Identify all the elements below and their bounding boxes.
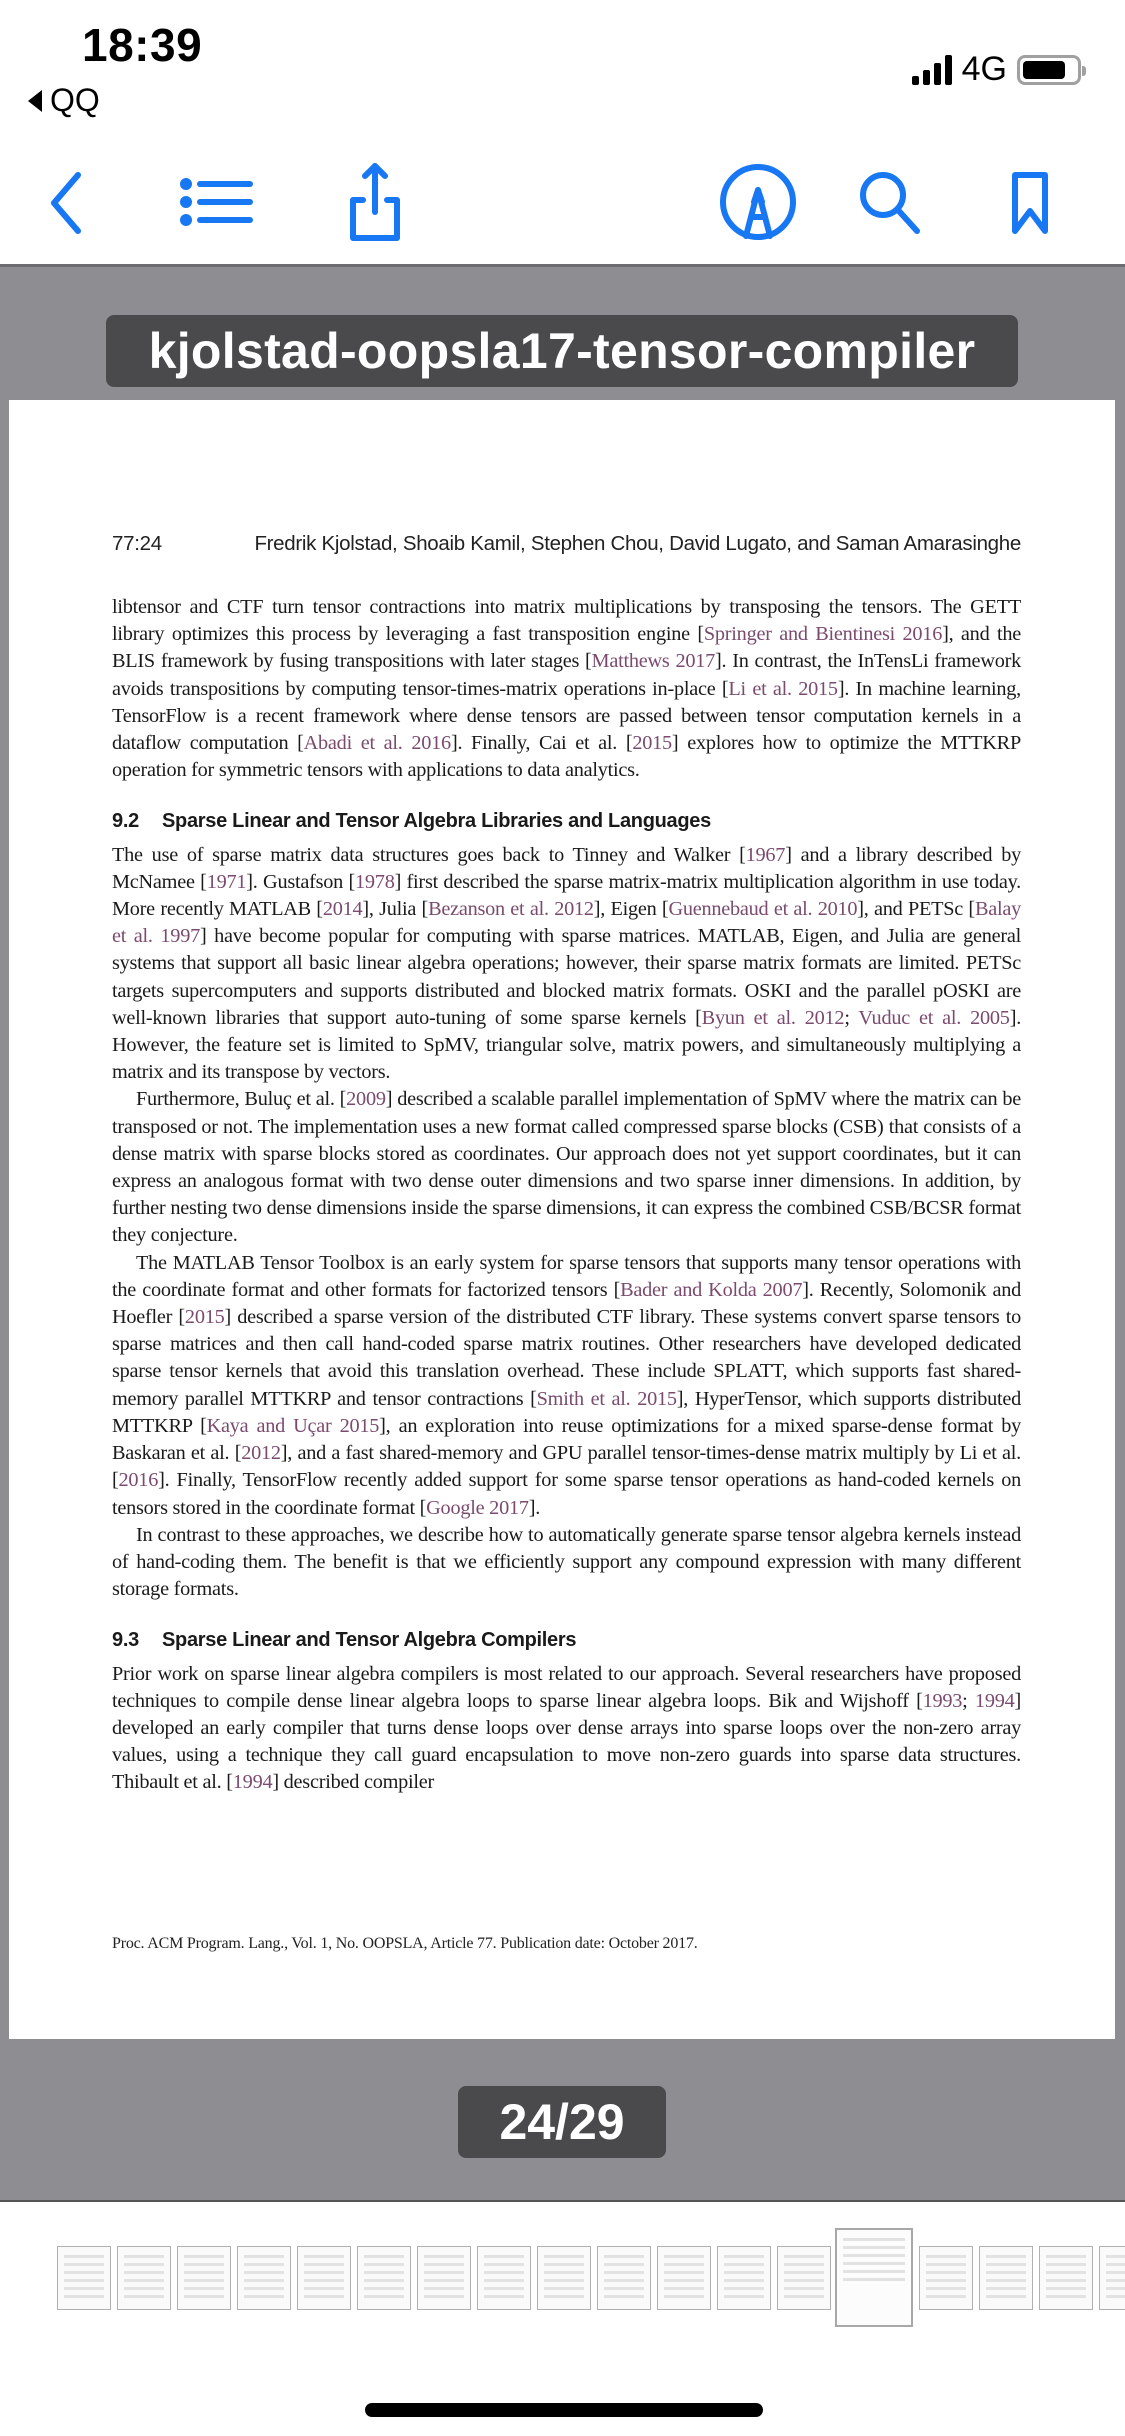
citation-link[interactable]: 1994 bbox=[974, 1689, 1015, 1712]
page-thumbnail[interactable] bbox=[177, 2246, 231, 2310]
citation-link[interactable]: Google 2017 bbox=[426, 1496, 529, 1519]
document-title: kjolstad-oopsla17-tensor-compiler bbox=[106, 315, 1018, 387]
battery-icon bbox=[1017, 55, 1081, 85]
citation-link[interactable]: 1967 bbox=[745, 843, 786, 866]
status-time: 18:39 bbox=[82, 19, 203, 71]
citation-link[interactable]: Li et al. 2015 bbox=[728, 677, 838, 700]
contents-button[interactable] bbox=[178, 162, 258, 242]
section-heading-9-3: 9.3 Sparse Linear and Tensor Algebra Compilers bbox=[112, 1629, 577, 1652]
page-thumbnail-current[interactable] bbox=[835, 2228, 913, 2327]
paragraph: libtensor and CTF turn tensor contractions into matrix multiplications by transposing the tensors. The GETT library optimizes this process by leveraging a fast transposition engine [Springer and Bientinesi 2016], and the BLIS framework by fusing transpositions with later stages [Matthews 2017]. In contrast, the InTensLi framework avoids transpositions by computing tensor-times-matrix operations in-place [Li et al. 2015]. In machine learning, TensorFlow is a recent framework where dense tensors are passed between tensor computation kernels in a dataflow computation [Abadi et al. 2016]. Finally, Cai et al. [2015] explores how to optimize the MTTKRP operation for symmetric tensors with applications to data analytics. bbox=[112, 596, 1021, 782]
page-thumbnail[interactable] bbox=[297, 2246, 351, 2310]
battery-level-fill bbox=[1023, 61, 1065, 79]
citation-link[interactable]: Byun et al. 2012 bbox=[701, 1006, 845, 1029]
document-viewer[interactable] bbox=[0, 264, 1125, 2200]
citation-link[interactable]: Balay et al. 1997 bbox=[112, 898, 1021, 948]
status-indicators bbox=[912, 50, 1081, 89]
page-label: 77:24 bbox=[112, 532, 162, 555]
back-triangle-icon bbox=[28, 90, 42, 112]
citation-link[interactable]: Matthews 2017 bbox=[591, 650, 716, 673]
citation-link[interactable]: 2015 bbox=[632, 732, 672, 755]
page-thumbnail[interactable] bbox=[57, 2246, 111, 2310]
page-thumbnail[interactable] bbox=[597, 2246, 651, 2310]
page-thumbnail[interactable] bbox=[1099, 2246, 1125, 2310]
citation-link[interactable]: Vuduc et al. 2005 bbox=[858, 1006, 1010, 1029]
page-counter: 24/29 bbox=[458, 2086, 666, 2158]
citation-link[interactable]: 1978 bbox=[355, 870, 395, 893]
citation-link[interactable]: Bader and Kolda 2007 bbox=[620, 1278, 803, 1301]
page-thumbnail[interactable] bbox=[919, 2246, 973, 2310]
back-app-label: QQ bbox=[50, 82, 100, 118]
paragraph: The use of sparse matrix data structures goes back to Tinney and Walker [1967] and a library described by McNamee [1971]. Gustafson [1978] first described the sparse matrix-matrix multiplication algorithm in use today. More recently MATLAB [2014], Julia [Bezanson et al. 2012], Eigen [Guennebaud et al. 2010], and PETSc [Balay et al. 1997] have become popular for computing with sparse matrices. MATLAB, Eigen, and Julia are general systems that support all basic linear algebra operations; however, their sparse matrix formats are limited. PETSc targets supercomputers and supports distributed and blocked matrix formats. OSKI and the parallel pOSKI are well-known libraries that support auto-tuning of some sparse kernels [Byun et al. 2012; Vuduc et al. 2005]. However, the feature set is limited to SpMV, triangular solve, matrix powers, and simultaneously multiplying a matrix and its transpose by vectors. bbox=[112, 843, 1022, 1084]
paragraph: Furthermore, Buluç et al. [2009] described a scalable parallel implementation of SpMV where the matrix can be transposed or not. The implementation uses a new format called compressed sparse blocks (CSB) that consists of a dense matrix with sparse blocks stored as coordinates. Our approach does not yet support coordinates, but it can express an analogous format with two dense outer dimensions and two sparse inner dimensions. In addition, by further nesting two dense dimensions inside the sparse dimensions, it can express the combined CSB/BCSR format they conjecture. bbox=[112, 1088, 1021, 1247]
citation-link[interactable]: Kaya and Uçar 2015 bbox=[206, 1414, 380, 1437]
share-icon bbox=[345, 160, 405, 244]
search-icon bbox=[855, 167, 925, 237]
page-thumbnail[interactable] bbox=[357, 2246, 411, 2310]
page-thumbnail[interactable] bbox=[537, 2246, 591, 2310]
markup-button[interactable] bbox=[718, 162, 798, 242]
citation-link[interactable]: 1993 bbox=[922, 1689, 963, 1712]
running-head bbox=[112, 532, 1021, 556]
citation-link[interactable]: 2016 bbox=[118, 1469, 159, 1492]
list-icon bbox=[178, 172, 258, 232]
section-heading-9-2: 9.2 Sparse Linear and Tensor Algebra Libraries and Languages bbox=[112, 810, 711, 833]
markup-pen-icon bbox=[718, 162, 798, 242]
page-thumbnail[interactable] bbox=[657, 2246, 711, 2310]
citation-link[interactable]: Abadi et al. 2016 bbox=[303, 732, 451, 755]
citation-link[interactable]: 2014 bbox=[322, 898, 363, 921]
citation-link[interactable]: 2009 bbox=[346, 1088, 386, 1111]
page-thumbnail[interactable] bbox=[777, 2246, 831, 2310]
search-button[interactable] bbox=[850, 162, 930, 242]
network-type: 4G bbox=[961, 50, 1007, 88]
back-button[interactable] bbox=[28, 162, 108, 242]
authors: Fredrik Kjolstad, Shoaib Kamil, Stephen Chou, David Lugato, and Saman Amarasinghe bbox=[254, 532, 1021, 555]
home-indicator[interactable] bbox=[365, 2403, 763, 2417]
page-thumbnail[interactable] bbox=[237, 2246, 291, 2310]
citation-link[interactable]: Guennebaud et al. 2010 bbox=[668, 898, 858, 921]
page-thumbnail[interactable] bbox=[117, 2246, 171, 2310]
paragraph: The MATLAB Tensor Toolbox is an early system for sparse tensors that supports many tensor operations with the coordinate format and other formats for factorized tensors [Bader and Kolda 2007]. Recently, Solomonik and Hoefler [2015] described a sparse version of the distributed CTF library. These systems convert sparse tensors to sparse matrices and then call hand-coded sparse matrix routines. Other researchers have developed dedicated sparse tensor kernels that avoid this translation overhead. These include SPLATT, which supports fast shared-memory parallel MTTKRP and tensor contractions [Smith et al. 2015], HyperTensor, which supports distributed MTTKRP [Kaya and Uçar 2015], an exploration into reuse optimizations for a mixed sparse-dense format by Baskaran et al. [2012], and a fast shared-memory and GPU parallel tensor-times-dense matrix multiply by Li et al. [2016]. Finally, TensorFlow recently added support for some sparse tensor operations as hand-coded kernels on tensors stored in the coordinate format [Google 2017]. bbox=[112, 1251, 1022, 1519]
chevron-left-icon bbox=[38, 167, 98, 237]
reader-toolbar bbox=[0, 150, 1125, 264]
page-thumbnail[interactable] bbox=[979, 2246, 1033, 2310]
paragraph: In contrast to these approaches, we describe how to automatically generate sparse tensor algebra kernels instead of hand-coding them. The benefit is that we efficiently support any compound expression with many different storage formats. bbox=[112, 1523, 1021, 1601]
page-thumbnail[interactable] bbox=[417, 2246, 471, 2310]
citation-link[interactable]: 1994 bbox=[232, 1771, 273, 1794]
citation-link[interactable]: 2015 bbox=[184, 1306, 225, 1329]
page-thumbnail[interactable] bbox=[477, 2246, 531, 2310]
citation-link[interactable]: 1971 bbox=[206, 870, 247, 893]
citation-link[interactable]: Smith et al. 2015 bbox=[536, 1387, 677, 1410]
signal-icon bbox=[912, 55, 952, 85]
bookmark-button[interactable] bbox=[990, 162, 1070, 242]
share-button[interactable] bbox=[335, 162, 415, 242]
back-to-app-link[interactable] bbox=[28, 82, 100, 119]
citation-link[interactable]: Springer and Bientinesi 2016 bbox=[703, 623, 943, 646]
page-body bbox=[112, 594, 1021, 1797]
citation-link[interactable]: 2012 bbox=[241, 1442, 281, 1465]
thumbnail-strip[interactable] bbox=[0, 2200, 1125, 2436]
page-footer: Proc. ACM Program. Lang., Vol. 1, No. OOPSLA, Article 77. Publication date: October 2017. bbox=[112, 1935, 698, 1952]
pdf-page[interactable] bbox=[9, 400, 1115, 2039]
citation-link[interactable]: Bezanson et al. 2012 bbox=[428, 898, 594, 921]
paragraph: Prior work on sparse linear algebra compilers is most related to our approach. Several researchers have proposed techniques to compile dense linear algebra loops to sparse linear algebra loops. Bik and Wijshoff [1993; 1994] developed an early compiler that turns dense loops over dense arrays into sparse loops over the non-zero array values, using a technique they call guard encapsulation to move non-zero guards into sparse data structures. Thibault et al. [1994] described compiler bbox=[112, 1662, 1021, 1794]
page-thumbnail[interactable] bbox=[717, 2246, 771, 2310]
bookmark-icon bbox=[1005, 167, 1055, 237]
page-thumbnail[interactable] bbox=[1039, 2246, 1093, 2310]
